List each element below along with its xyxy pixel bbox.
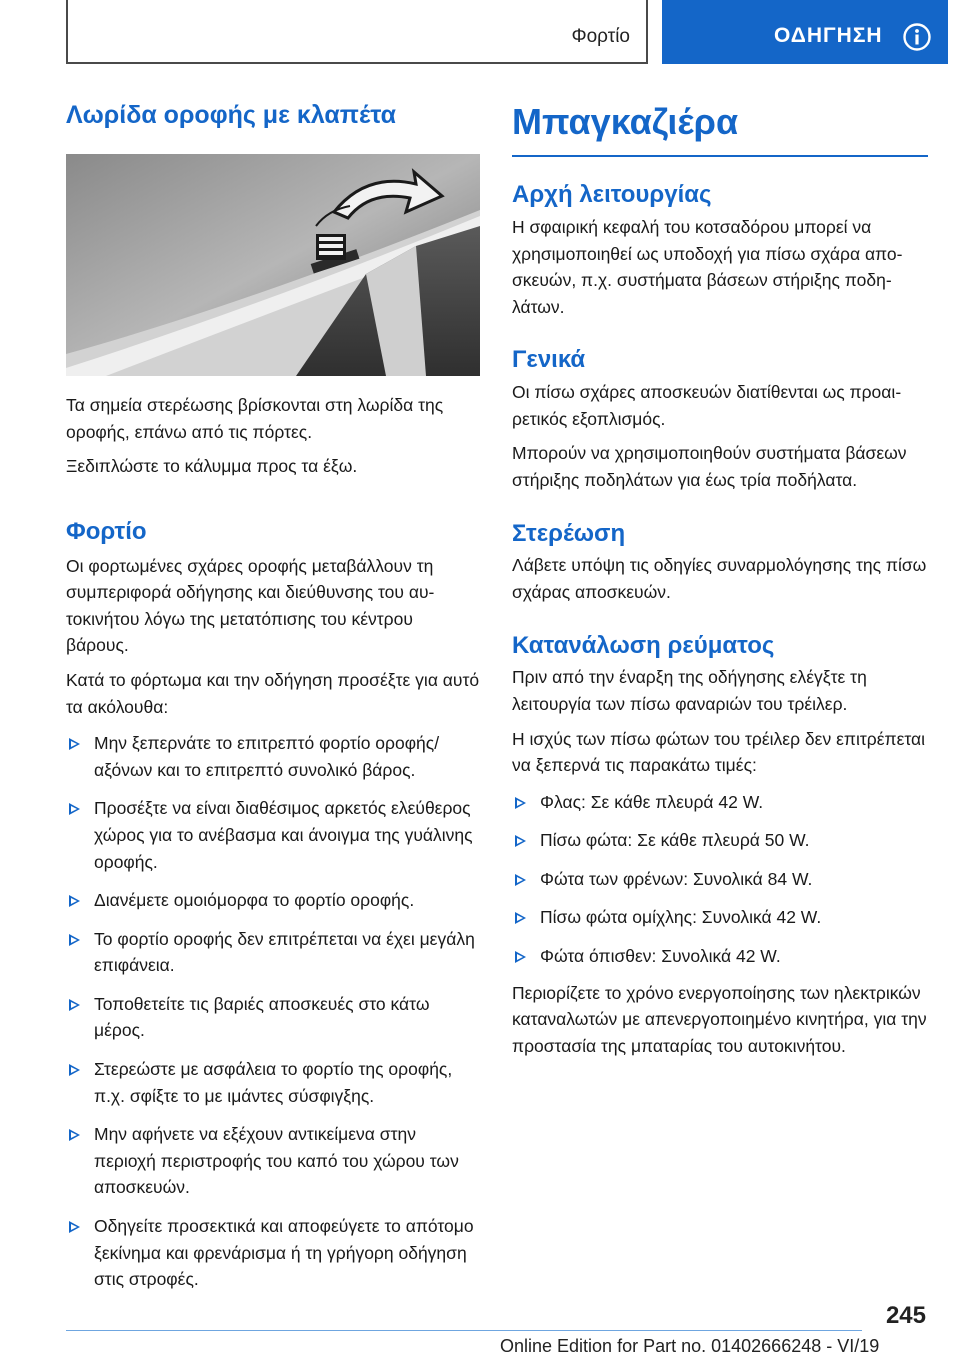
triangle-bullet-icon — [69, 934, 80, 946]
roof-rail-text-2: Ξεδιπλώστε το κάλυμμα προς τα έξω. — [66, 456, 358, 477]
list-item: Πίσω φώτα ομίχλης: Συνολικά 42 W. — [512, 904, 928, 931]
list-item: Στερεώστε με ασφάλεια το φορτίο της οροφής, π.χ. σφίξτε το με ιμάντες σύσφιγξης. — [66, 1056, 480, 1109]
rear-carrier-heading: Μπαγκαζιέρα — [512, 101, 739, 142]
triangle-bullet-icon — [515, 874, 526, 886]
power-text-3: Περιορίζετε το χρόνο ενεργοποίησης των ηλεκτρικών καταναλωτών με απενεργοποιημένο κινητήρα, για την προστασία της μπαταρίας του αυτοκινήτου. — [512, 982, 927, 1056]
list-item: Διανέμετε ομοιόμορφα το φορτίο οροφής. — [66, 887, 480, 914]
list-item: Τοποθετείτε τις βαριές αποσκευές στο κάτω μέρος. — [66, 991, 480, 1044]
principle-heading: Αρχή λειτουργίας — [512, 181, 712, 209]
triangle-bullet-icon — [69, 803, 80, 815]
list-item: Μην αφήνετε να εξέχουν αντικείμενα στην περιοχή περιστροφής του καπό του χώρου των αποσκευών. — [66, 1121, 480, 1201]
header-section-label: Φορτίο — [571, 26, 630, 47]
header-chapter-box — [662, 0, 948, 64]
header-chapter-label: ΟΔΗΓΗΣΗ — [774, 24, 883, 47]
triangle-bullet-icon — [515, 951, 526, 963]
roof-rail-photo — [66, 154, 480, 376]
list-item: Πίσω φώτα: Σε κάθε πλευρά 50 W. — [512, 827, 928, 854]
power-consumption-heading: Κατανάλωση ρεύματος — [512, 631, 775, 659]
header-section-box — [66, 0, 648, 64]
mounting-text: Λάβετε υπόψη τις οδηγίες συναρμολόγησης της πίσω σχάρας αποσκευών. — [512, 555, 927, 602]
principle-text: Η σφαιρική κεφαλή του κοτσαδόρου μπορεί να χρησιμοποιηθεί ως υποδοχή για πίσω σχάρα αποσκευών, π.χ. συστήματα βάσεων στήριξης ποδηλάτων. — [512, 216, 903, 317]
triangle-bullet-icon — [515, 912, 526, 924]
roof-rail-heading: Λωρίδα οροφής με κλαπέτα — [66, 101, 397, 129]
page-number: 245 — [885, 1302, 926, 1329]
power-text-1: Πριν από την έναρξη της οδήγησης ελέγξτε τη λειτουργία των πίσω φαναριών του τρέιλερ. — [512, 667, 867, 714]
triangle-bullet-icon — [69, 1129, 80, 1141]
edition-footer: Online Edition for Part no. 01402666248 - VI/19 — [500, 1336, 880, 1356]
right-column — [512, 100, 928, 1059]
list-item: Οδηγείτε προσεκτικά και αποφεύγετε το απότομο ξεκίνημα και φρενάρισμα ή τη γρήγορη οδήγηση στις στροφές. — [66, 1213, 480, 1293]
triangle-bullet-icon — [69, 738, 80, 750]
triangle-bullet-icon — [515, 797, 526, 809]
general-text-1: Οι πίσω σχάρες αποσκευών διατίθενται ως προαιρετικός εξοπλισμός. — [512, 382, 902, 429]
triangle-bullet-icon — [69, 999, 80, 1011]
footer-rule — [66, 1330, 862, 1331]
page-header — [66, 0, 948, 64]
triangle-bullet-icon — [515, 835, 526, 847]
triangle-bullet-icon — [69, 1064, 80, 1076]
general-heading: Γενικά — [512, 346, 586, 374]
list-item: Προσέξτε να είναι διαθέσιμος αρκετός ελεύθερος χώρος για το ανέβασμα και άνοιγμα της γυάλινης οροφής. — [66, 795, 480, 875]
list-item: Φώτα όπισθεν: Συνολικά 42 W. — [512, 943, 928, 970]
list-item: Μην ξεπερνάτε το επιτρεπτό φορτίο οροφής/αξόνων και το επιτρεπτό συνολικό βάρος. — [66, 730, 480, 783]
general-text-2: Μπορούν να χρησιμοποιηθούν συστήματα βάσεων στήριξης ποδηλάτων για έως τρία ποδήλατα. — [512, 443, 907, 490]
triangle-bullet-icon — [69, 1221, 80, 1233]
load-text-2: Κατά το φόρτωμα και την οδήγηση προσέξτε για αυτό τα ακόλουθα: — [66, 669, 480, 717]
power-text-2: Η ισχύς των πίσω φώτων του τρέιλερ δεν επιτρέπεται να ξεπερνά τις παρακάτω τιμές: — [512, 728, 926, 776]
left-column — [66, 100, 480, 1305]
load-text-1: Οι φορτωμένες σχάρες οροφής μεταβάλλουν τη συμπεριφορά οδήγησης και διεύθυνσης του αυτοκινήτου λόγω της μετατόπισης του κέντρου βάρους. — [66, 555, 435, 656]
info-icon — [902, 22, 932, 52]
list-item: Φλας: Σε κάθε πλευρά 42 W. — [512, 789, 928, 816]
list-item: Φώτα των φρένων: Συνολικά 84 W. — [512, 866, 928, 893]
heading-rule — [512, 155, 928, 157]
mounting-heading: Στερέωση — [512, 519, 626, 547]
power-bullet-list — [512, 789, 928, 970]
list-item: Το φορτίο οροφής δεν επιτρέπεται να έχει μεγάλη επιφάνεια. — [66, 926, 480, 979]
triangle-bullet-icon — [69, 895, 80, 907]
load-heading: Φορτίο — [66, 517, 147, 545]
roof-rail-text-1: Τα σημεία στερέωσης βρίσκονται στη λωρίδα της οροφής, επάνω από τις πόρτες. — [66, 395, 444, 442]
load-bullet-list — [66, 730, 480, 1293]
